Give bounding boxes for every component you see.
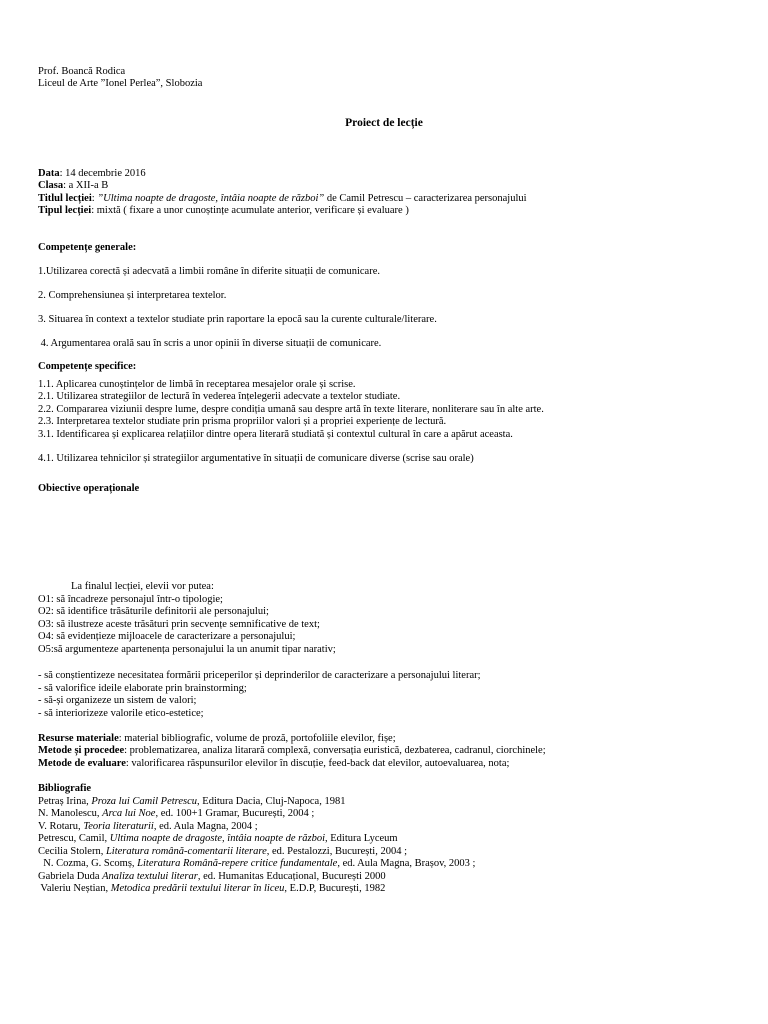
specific-competence-item: 3.1. Identificarea și explicarea relațiilor dintre opera literară studiată și contextul cultural în care a apărut aceasta. <box>38 429 513 440</box>
materials-line <box>38 733 396 745</box>
school-name: Liceul de Arte ”Ionel Perlea”, Slobozia <box>38 78 203 89</box>
bibliography-details: , ed. Pestalozzi, București, 2004 ; <box>266 846 408 857</box>
lesson-type-line <box>38 205 409 217</box>
operational-objectives-heading <box>38 483 139 495</box>
objective-extra-item: - să valorifice ideile elaborate prin brainstorming; <box>38 683 247 694</box>
bibliography-author: Valeriu Neștian, <box>38 883 111 894</box>
evaluation-value: : valorificarea răspunsurilor elevilor în discuție, feed-back dat elevilor, autoevaluarea, nota; <box>125 758 510 769</box>
evaluation-line <box>38 758 509 770</box>
bibliography-entry <box>38 808 314 820</box>
author-name: Prof. Boancă Rodica <box>38 66 126 77</box>
objective-item: O2: să identifice trăsăturile definitorii ale personajului; <box>38 606 269 617</box>
bibliography-details: , ed. Aula Magna, 2004 ; <box>153 821 258 832</box>
methods-value: : problematizarea, analiza litarară complexă, conversația euristică, dezbaterea, cadranul, ciorchinele; <box>124 745 546 756</box>
lesson-type-value: : mixtă ( fixare a unor cunoștințe acumulate anterior, verificare și evaluare ) <box>91 205 409 216</box>
general-competence-item: 2. Comprehensiunea și interpretarea textelor. <box>38 290 227 301</box>
bibliography-details: , ed. Humanitas Educațional, București 2000 <box>197 871 386 882</box>
bibliography-work: Analiza textului literar <box>102 871 198 882</box>
methods-line <box>38 745 546 757</box>
materials-label: Resurse materiale <box>38 733 119 744</box>
bibliography-work: Ultima noapte de dragoste, întâia noapte de război <box>109 833 325 844</box>
class-label: Clasa <box>38 180 64 191</box>
general-competence-item: 3. Situarea în context a textelor studiate prin raportare la epocă sau la curente culturale/literare. <box>38 314 437 325</box>
specific-competence-item: 2.3. Interpretarea textelor studiate prin prisma propriilor valori și a propriei experiențe de lectură. <box>38 416 447 427</box>
bibliography-work: Teoria literaturii <box>83 821 154 832</box>
bibliography-author: Petraș Irina, <box>38 796 92 807</box>
date-value: : 14 decembrie 2016 <box>59 168 146 179</box>
bibliography-work: Literatura Română-repere critice fundamentale <box>137 858 338 869</box>
bibliography-heading <box>38 783 91 795</box>
bibliography-work: Literatura română-comentarii literare <box>105 846 267 857</box>
page-title: Proiect de lecție <box>345 117 423 129</box>
bibliography-author: Gabriela Duda <box>38 871 103 882</box>
bibliography-entry <box>38 833 398 845</box>
objectives-intro: La finalul lecției, elevii vor putea: <box>71 581 214 592</box>
specific-competence-item: 2.1. Utilizarea strategiilor de lectură în vederea înțelegerii adecvate a textelor studiate. <box>38 391 401 402</box>
objective-extra-item: - să interiorizeze valorile etico-estetice; <box>38 708 204 719</box>
bibliography-entry <box>38 796 345 808</box>
objective-extra-item: - să conștientizeze necesitatea formării priceperilor și deprinderilor de caracterizare a personajului literar; <box>38 670 481 681</box>
bibliography-work: Proza lui Camil Petrescu <box>91 796 198 807</box>
general-competences-heading <box>38 242 136 254</box>
bibliography-entry <box>38 858 475 870</box>
objective-extra-item: - să-și organizeze un sistem de valori; <box>38 695 197 706</box>
general-competence-item: 4. Argumentarea orală sau în scris a unor opinii în diverse situații de comunicare. <box>38 338 382 349</box>
lesson-title-separator: : <box>91 193 98 204</box>
lesson-title-rest: de Camil Petrescu – caracterizarea personajului <box>324 193 527 204</box>
bibliography-author: N. Cozma, G. Scomș, <box>38 858 138 869</box>
operational-objectives-heading-text: Obiective operaționale <box>38 483 140 494</box>
specific-competences-heading-text: Competențe specifice: <box>38 361 137 372</box>
lesson-title-line <box>38 193 527 205</box>
date-label: Data <box>38 168 60 179</box>
objective-item: O3: să ilustreze aceste trăsături prin secvențe semnificative de text; <box>38 619 320 630</box>
date-line <box>38 168 146 180</box>
methods-label: Metode și procedee <box>38 745 125 756</box>
objective-item: O5:să argumenteze apartenența personajului la un anumit tipar narativ; <box>38 644 336 655</box>
bibliography-work: Arca lui Noe <box>102 808 156 819</box>
materials-value: : material bibliografic, volume de proză, portofoliile elevilor, fișe; <box>118 733 396 744</box>
bibliography-author: Cecilia Stolern, <box>38 846 106 857</box>
bibliography-author: N. Manolescu, <box>38 808 103 819</box>
lesson-title-work: ”Ultima noapte de dragoste, întâia noapte de război” <box>97 193 325 204</box>
general-competence-item: 1.Utilizarea corectă și adecvată a limbii române în diferite situații de comunicare. <box>38 266 380 277</box>
class-line <box>38 180 108 192</box>
specific-competence-item: 4.1. Utilizarea tehnicilor și strategiilor argumentative în situații de comunicare diverse (scrise sau orale) <box>38 453 474 464</box>
specific-competences-heading <box>38 361 136 373</box>
bibliography-author: V. Rotaru, <box>38 821 84 832</box>
bibliography-heading-text: Bibliografie <box>38 783 92 794</box>
specific-competence-item: 2.2. Compararea viziunii despre lume, despre condiția umană sau despre artă în texte literare, nonliterare sau în alte arte. <box>38 404 544 415</box>
bibliography-work: Metodica predării textului literar în liceu <box>110 883 285 894</box>
bibliography-details: , Editura Lyceum <box>325 833 398 844</box>
specific-competence-item: 1.1. Aplicarea cunoștințelor de limbă în receptarea mesajelor orale și scrise. <box>38 379 356 390</box>
bibliography-details: , E.D.P, București, 1982 <box>284 883 386 894</box>
bibliography-details: , ed. Aula Magna, Brașov, 2003 ; <box>337 858 476 869</box>
bibliography-entry <box>38 821 258 833</box>
objective-item: O4: să evidențieze mijloacele de caracterizare a personajului; <box>38 631 296 642</box>
bibliography-entry <box>38 871 386 883</box>
bibliography-details: , ed. 100+1 Gramar, București, 2004 ; <box>155 808 315 819</box>
objective-item: O1: să încadreze personajul într-o tipologie; <box>38 594 223 605</box>
general-competences-heading-text: Competențe generale: <box>38 242 137 253</box>
lesson-type-label: Tipul lecției <box>38 205 92 216</box>
bibliography-entry <box>38 846 407 858</box>
lesson-title-label: Titlul lecției <box>38 193 92 204</box>
bibliography-author: Petrescu, Camil, <box>38 833 110 844</box>
class-value: : a XII-a B <box>63 180 109 191</box>
bibliography-details: , Editura Dacia, Cluj-Napoca, 1981 <box>197 796 346 807</box>
bibliography-entry <box>38 883 385 895</box>
evaluation-label: Metode de evaluare <box>38 758 126 769</box>
